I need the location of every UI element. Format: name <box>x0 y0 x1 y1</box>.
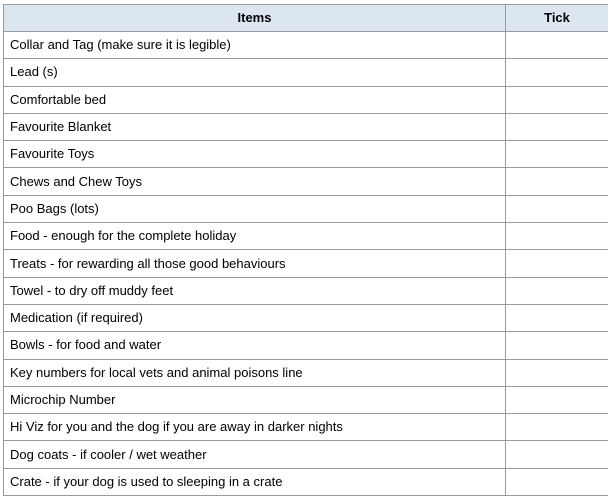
tick-cell[interactable] <box>506 386 609 413</box>
table-row <box>4 141 609 168</box>
table-row <box>4 168 609 195</box>
tick-cell[interactable] <box>506 86 609 113</box>
items-column-header: Items <box>4 5 506 32</box>
table-row <box>4 32 609 59</box>
tick-cell[interactable] <box>506 59 609 86</box>
table-row <box>4 304 609 331</box>
item-cell: Medication (if required) <box>4 304 506 331</box>
table-row <box>4 59 609 86</box>
item-cell: Collar and Tag (make sure it is legible) <box>4 32 506 59</box>
tick-column-header: Tick <box>506 5 609 32</box>
packing-checklist-table <box>3 4 608 496</box>
table-row <box>4 195 609 222</box>
table-row <box>4 113 609 140</box>
item-cell: Comfortable bed <box>4 86 506 113</box>
tick-cell[interactable] <box>506 332 609 359</box>
table-row <box>4 86 609 113</box>
table-row <box>4 414 609 441</box>
item-cell: Poo Bags (lots) <box>4 195 506 222</box>
table-row <box>4 223 609 250</box>
tick-cell[interactable] <box>506 441 609 468</box>
table-row <box>4 386 609 413</box>
table-row <box>4 250 609 277</box>
item-cell: Bowls - for food and water <box>4 332 506 359</box>
tick-cell[interactable] <box>506 141 609 168</box>
checklist-sheet <box>3 4 608 496</box>
item-cell: Chews and Chew Toys <box>4 168 506 195</box>
item-cell: Favourite Toys <box>4 141 506 168</box>
item-cell: Dog coats - if cooler / wet weather <box>4 441 506 468</box>
table-row <box>4 468 609 495</box>
tick-cell[interactable] <box>506 250 609 277</box>
item-cell: Towel - to dry off muddy feet <box>4 277 506 304</box>
table-row <box>4 332 609 359</box>
tick-cell[interactable] <box>506 195 609 222</box>
tick-cell[interactable] <box>506 168 609 195</box>
item-cell: Treats - for rewarding all those good behaviours <box>4 250 506 277</box>
table-row <box>4 277 609 304</box>
item-cell: Hi Viz for you and the dog if you are away in darker nights <box>4 414 506 441</box>
table-header-row <box>4 5 609 32</box>
tick-cell[interactable] <box>506 277 609 304</box>
item-cell: Crate - if your dog is used to sleeping in a crate <box>4 468 506 495</box>
tick-cell[interactable] <box>506 113 609 140</box>
item-cell: Microchip Number <box>4 386 506 413</box>
item-cell: Key numbers for local vets and animal poisons line <box>4 359 506 386</box>
tick-cell[interactable] <box>506 414 609 441</box>
item-cell: Favourite Blanket <box>4 113 506 140</box>
tick-cell[interactable] <box>506 32 609 59</box>
tick-cell[interactable] <box>506 223 609 250</box>
table-row <box>4 359 609 386</box>
table-row <box>4 441 609 468</box>
tick-cell[interactable] <box>506 359 609 386</box>
item-cell: Lead (s) <box>4 59 506 86</box>
tick-cell[interactable] <box>506 304 609 331</box>
item-cell: Food - enough for the complete holiday <box>4 223 506 250</box>
tick-cell[interactable] <box>506 468 609 495</box>
